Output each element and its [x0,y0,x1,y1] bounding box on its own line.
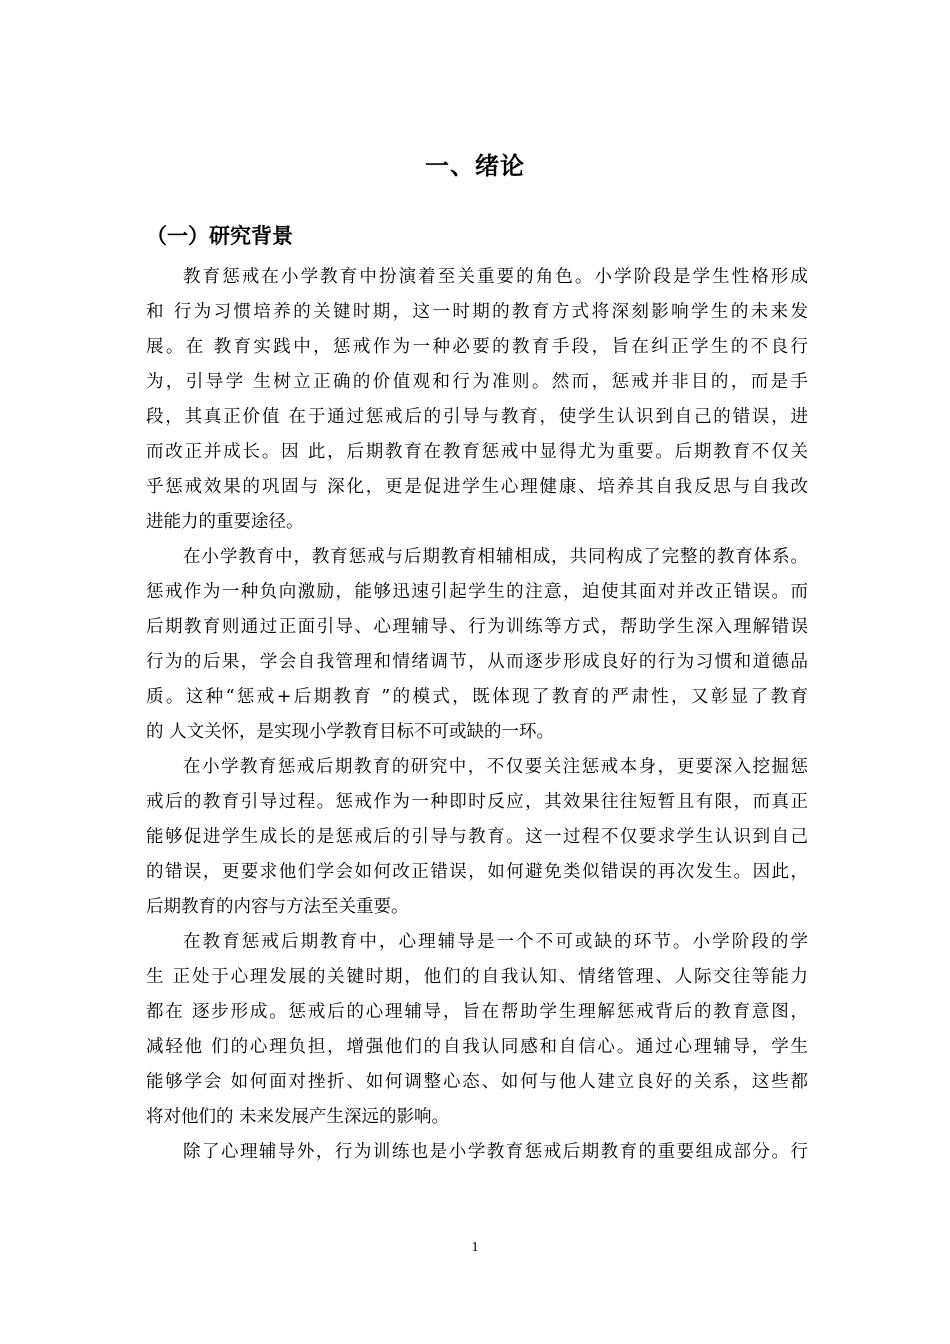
paragraph-line: 展。在 教育实践中，惩戒作为一种必要的教育手段，旨在纠正学生的不良行 [146,337,808,357]
paragraph-line: 的错误，更要求他们学会如何改正错误，如何避免类似错误的再次发生。因此， [146,862,808,882]
paragraph-line: 为，引导学 生树立正确的价值观和行为准则。然而，惩戒并非目的，而是手 [146,372,808,392]
paragraph-line: 都在 逐步形成。惩戒后的心理辅导，旨在帮助学生理解惩戒背后的教育意图， [146,1002,808,1022]
paragraph-line: 生 正处于心理发展的关键时期，他们的自我认知、情绪管理、人际交往等能力 [146,967,808,987]
chapter-title: 一、绪论 [425,152,525,180]
section-title: （一）研究背景 [146,224,293,248]
paragraph-line: 教育惩戒在小学教育中扮演着至关重要的角色。小学阶段是学生性格形成 [183,267,808,287]
paragraph-line: 除了心理辅导外，行为训练也是小学教育惩戒后期教育的重要组成部分。行 [183,1142,808,1162]
paragraph-line: 段，其真正价值 在于通过惩戒后的引导与教育，使学生认识到自己的错误，进 [146,407,808,427]
paragraph-line: 惩戒作为一种负向激励，能够迅速引起学生的注意，迫使其面对并改正错误。而 [146,582,808,602]
body-text [146,260,808,1170]
paragraph-line: 质。这种“惩戒+后期教育 ”的模式，既体现了教育的严肃性，又彰显了教育 [146,687,808,707]
paragraph-line: 戒后的教育引导过程。惩戒作为一种即时反应，其效果往往短暂且有限，而真正 [146,792,808,812]
paragraph-3 [146,750,808,925]
paragraph-line: 后期教育则通过正面引导、心理辅导、行为训练等方式，帮助学生深入理解错误 [146,617,808,637]
paragraph-4 [146,925,808,1135]
paragraph-2 [146,540,808,750]
paragraph-line: 能够学会 如何面对挫折、如何调整心态、如何与他人建立良好的关系，这些都 [146,1072,808,1092]
paragraph-line: 行为的后果，学会自我管理和情绪调节，从而逐步形成良好的行为习惯和道德品 [146,652,808,672]
paragraph-line: 减轻他 们的心理负担，增强他们的自我认同感和自信心。通过心理辅导，学生 [146,1037,808,1057]
paragraph-line: 在教育惩戒后期教育中，心理辅导是一个不可或缺的环节。小学阶段的学 [183,932,808,952]
paragraph-line: 而改正并成长。因 此，后期教育在教育惩戒中显得尤为重要。后期教育不仅关 [146,442,808,462]
paragraph-line: 的 人文关怀，是实现小学教育目标不可或缺的一环。 [146,722,555,742]
paragraph-line: 后期教育的内容与方法至关重要。 [146,897,409,917]
paragraph-1 [146,260,808,540]
paragraph-line: 进能力的重要途径。 [146,512,304,532]
paragraph-line: 乎惩戒效果的巩固与 深化，更是促进学生心理健康、培养其自我反思与自我改 [146,477,808,497]
paragraph-line: 在小学教育惩戒后期教育的研究中，不仅要关注惩戒本身，更要深入挖掘惩 [183,757,808,777]
paragraph-line: 将对他们的 未来发展产生深远的影响。 [146,1107,450,1127]
paragraph-line: 在小学教育中，教育惩戒与后期教育相辅相成，共同构成了完整的教育体系。 [183,547,808,567]
paragraph-line: 和 行为习惯培养的关键时期，这一时期的教育方式将深刻影响学生的未来发 [146,302,808,322]
page-number: 1 [471,1240,479,1255]
paragraph-5 [146,1135,808,1170]
paragraph-line: 能够促进学生成长的是惩戒后的引导与教育。这一过程不仅要求学生认识到自己 [146,827,808,847]
